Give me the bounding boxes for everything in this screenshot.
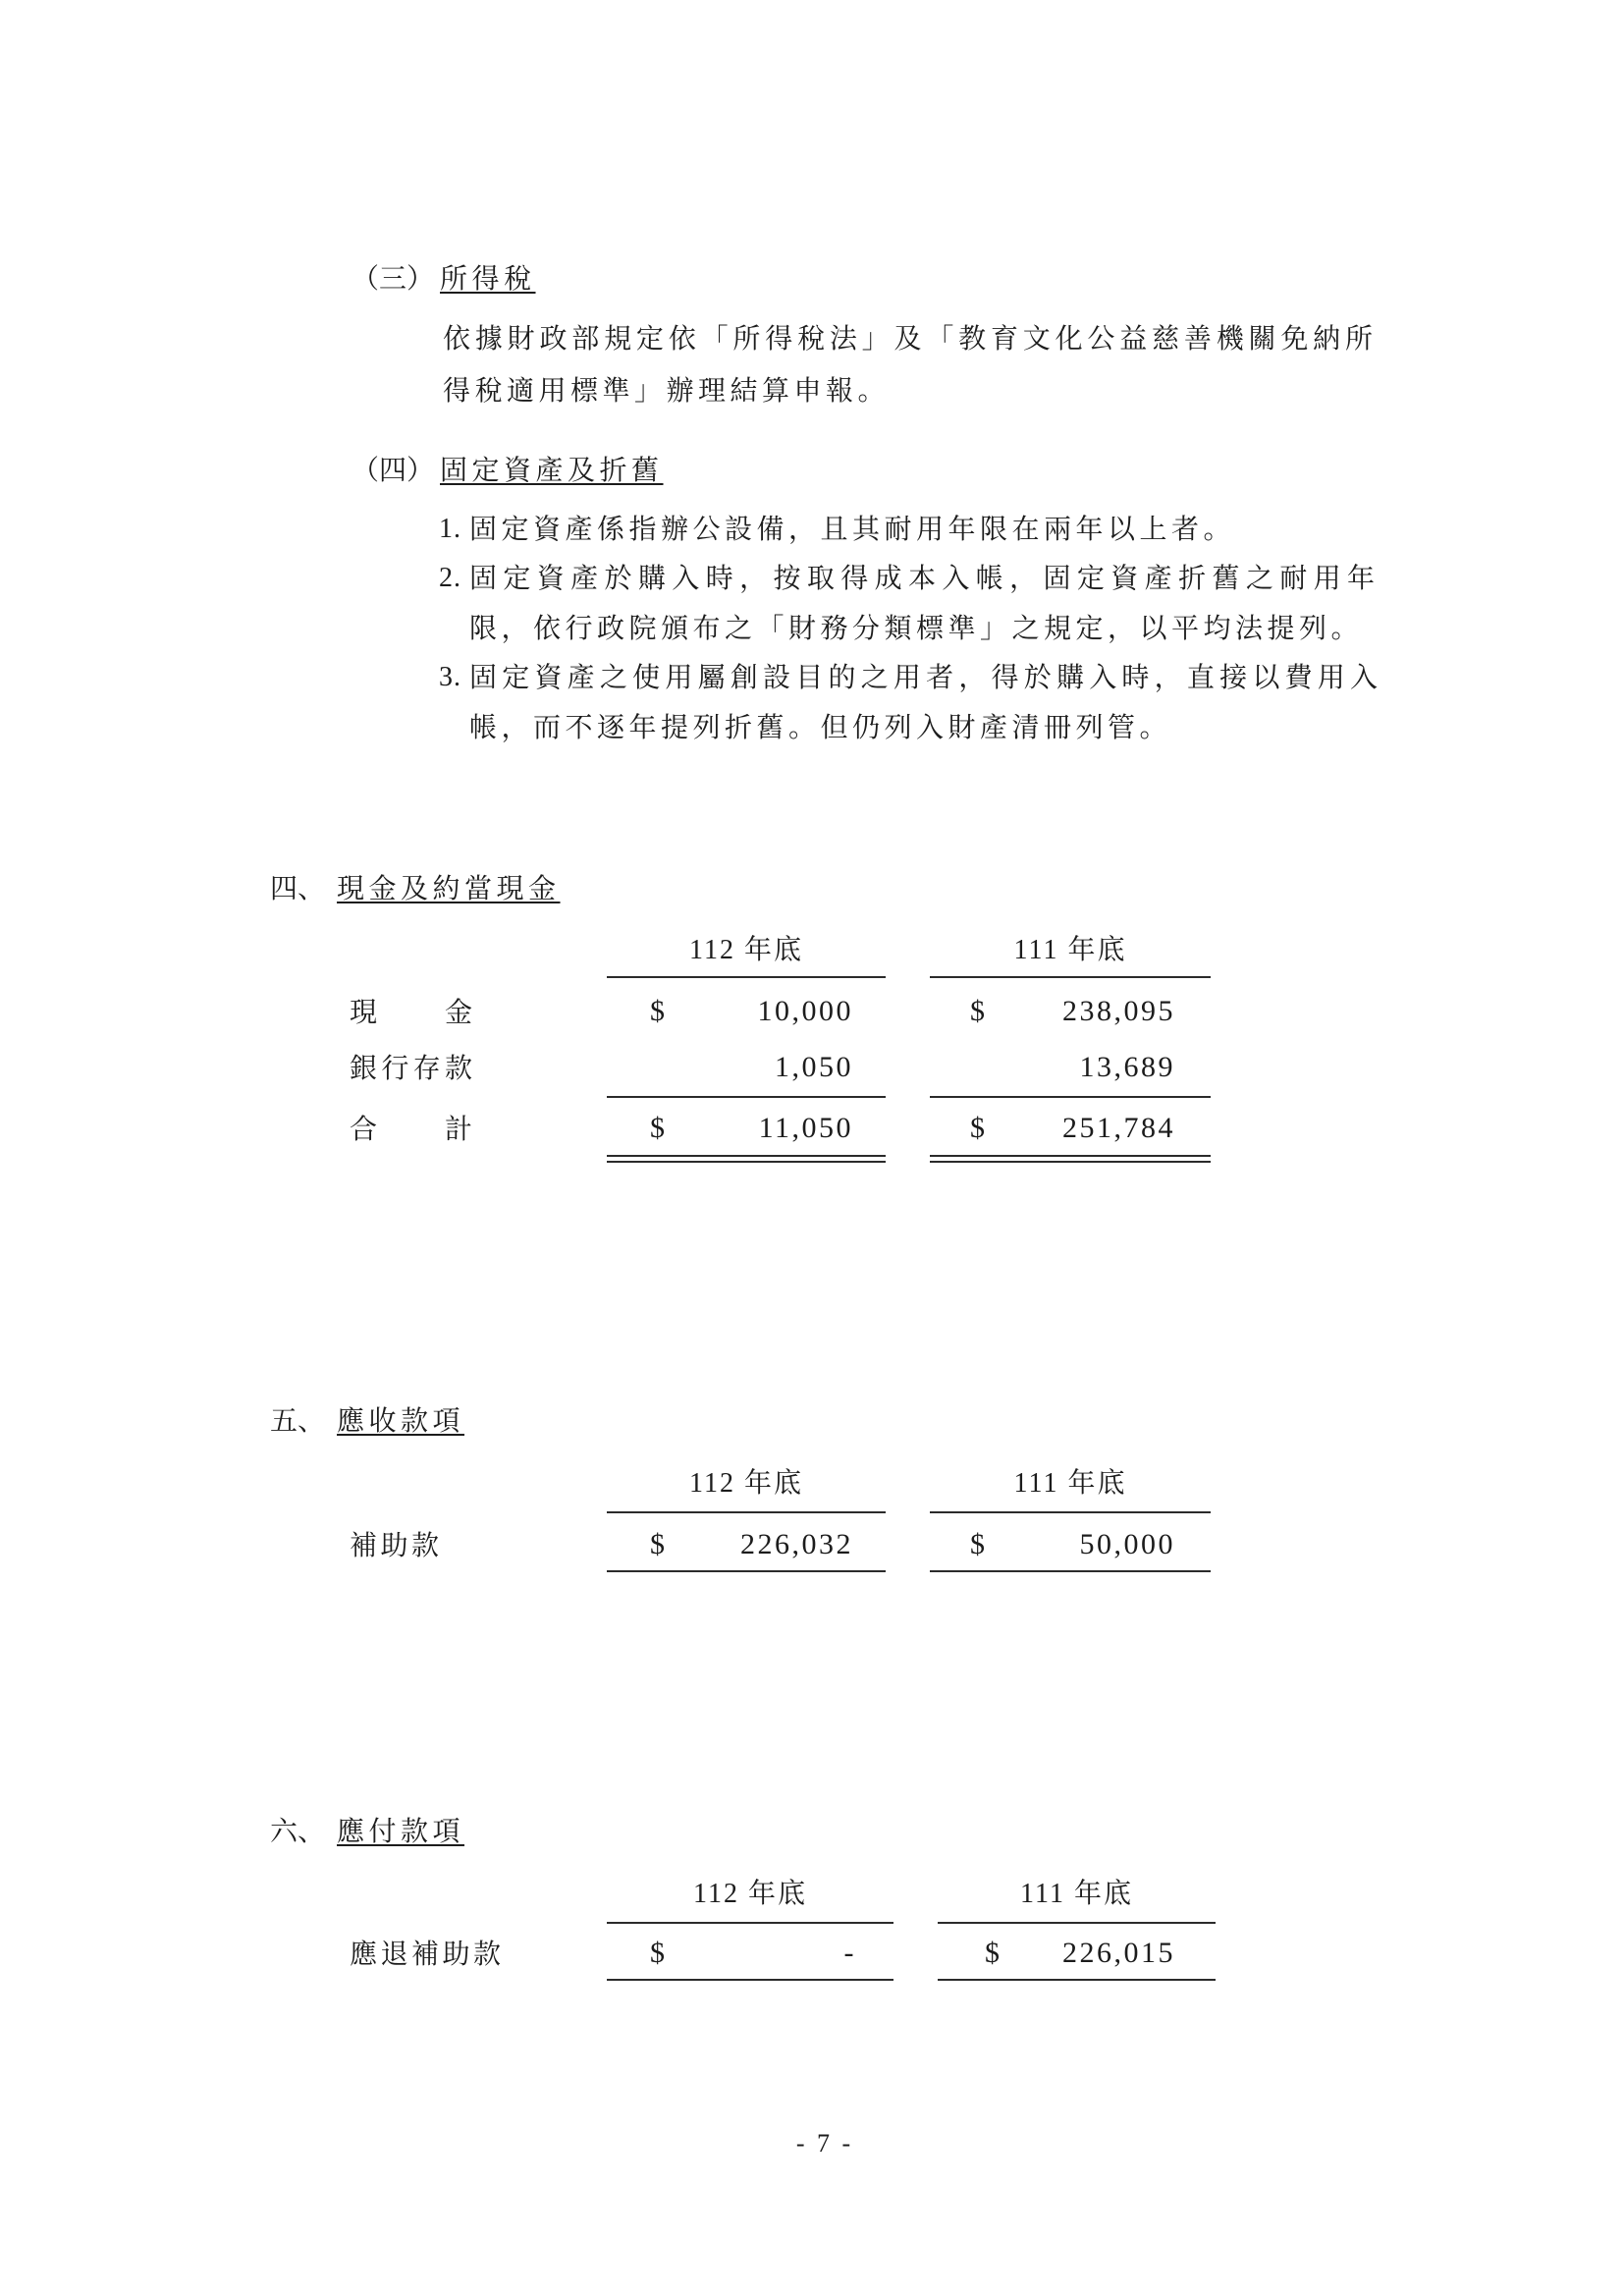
amount-cell: 238,095 (1062, 995, 1175, 1027)
header-rule-line (938, 1922, 1216, 1924)
receivables-heading (270, 1406, 464, 1436)
heading-title: 所得稅 (440, 262, 536, 295)
header-rule-line (930, 1511, 1211, 1513)
total-rule-line (607, 1570, 886, 1572)
cash-heading (270, 874, 561, 903)
amount-cell: 1,050 (775, 1051, 853, 1083)
heading-number: 五、 (270, 1404, 326, 1437)
list-item-number: 1. (439, 514, 461, 544)
row-label: 銀行存款 (350, 1052, 472, 1084)
row-label: 補助款 (350, 1529, 443, 1561)
currency-symbol: $ (650, 995, 665, 1027)
column-header-prior-year: 111 年底 (1020, 1879, 1133, 1909)
header-rule-line (607, 976, 886, 978)
page-number: - 7 - (795, 2129, 854, 2158)
heading-title: 應付款項 (337, 1815, 465, 1847)
column-header-current-year: 112 年底 (689, 935, 803, 965)
double-rule-line (930, 1161, 1211, 1163)
total-rule-line (938, 1979, 1216, 1981)
header-rule-line (607, 1511, 886, 1513)
total-amount: 11,050 (758, 1112, 853, 1144)
currency-symbol: $ (970, 1112, 985, 1144)
subtotal-rule-line (607, 1096, 886, 1098)
double-rule-line (930, 1155, 1211, 1157)
row-label: 應退補助款 (350, 1938, 505, 1970)
list-item-line: 固定資產於購入時，按取得成本入帳，固定資產折舊之耐用年 (469, 562, 1375, 594)
currency-symbol: $ (650, 1112, 665, 1144)
column-header-current-year: 112 年底 (693, 1879, 807, 1909)
column-header-prior-year: 111 年底 (1013, 1468, 1127, 1499)
total-rule-line (930, 1570, 1211, 1572)
subtotal-rule-line (930, 1096, 1211, 1098)
heading-number: 四、 (270, 872, 326, 904)
heading-number: （四） (352, 454, 435, 486)
amount-cell: - (843, 1937, 856, 1969)
double-rule-line (607, 1155, 886, 1157)
list-item-line: 固定資產之使用屬創設目的之用者，得於購入時，直接以費用入 (469, 661, 1378, 693)
heading-title: 應收款項 (337, 1404, 465, 1437)
amount-cell: 226,015 (1062, 1937, 1175, 1969)
list-item-number: 3. (439, 662, 461, 692)
list-item-line: 固定資產係指辦公設備，且其耐用年限在兩年以上者。 (469, 513, 1236, 545)
heading-title: 固定資產及折舊 (440, 454, 664, 486)
header-rule-line (607, 1922, 893, 1924)
payables-heading (270, 1817, 464, 1846)
list-item-number: 2. (439, 563, 461, 593)
income-tax-paragraph-line: 得稅適用標準」辦理結算申報。 (443, 374, 891, 407)
currency-symbol: $ (970, 1528, 985, 1560)
income-tax-paragraph-line: 依據財政部規定依「所得稅法」及「教育文化公益慈善機關免納所 (443, 322, 1373, 355)
amount-cell: 10,000 (757, 995, 853, 1027)
column-header-current-year: 112 年底 (689, 1468, 803, 1499)
row-label: 現金 (350, 996, 472, 1028)
amount-cell: 226,032 (740, 1528, 853, 1560)
column-header-prior-year: 111 年底 (1013, 935, 1127, 965)
total-label: 合計 (350, 1113, 472, 1145)
heading-number: （三） (352, 262, 435, 295)
amount-cell: 50,000 (1079, 1528, 1175, 1560)
fixed-assets-heading (352, 456, 664, 485)
double-rule-line (607, 1161, 886, 1163)
amount-cell: 13,689 (1079, 1051, 1175, 1083)
currency-symbol: $ (970, 995, 985, 1027)
total-amount: 251,784 (1062, 1112, 1175, 1144)
income-tax-heading (352, 264, 536, 294)
list-item-line: 帳，而不逐年提列折舊。但仍列入財產清冊列管。 (469, 711, 1172, 743)
header-rule-line (930, 976, 1211, 978)
currency-symbol: $ (650, 1937, 665, 1969)
heading-title: 現金及約當現金 (337, 872, 561, 904)
total-rule-line (607, 1979, 893, 1981)
currency-symbol: $ (650, 1528, 665, 1560)
list-item-line: 限，依行政院頒布之「財務分類標準」之規定，以平均法提列。 (469, 612, 1364, 644)
heading-number: 六、 (270, 1815, 326, 1847)
currency-symbol: $ (985, 1937, 1000, 1969)
